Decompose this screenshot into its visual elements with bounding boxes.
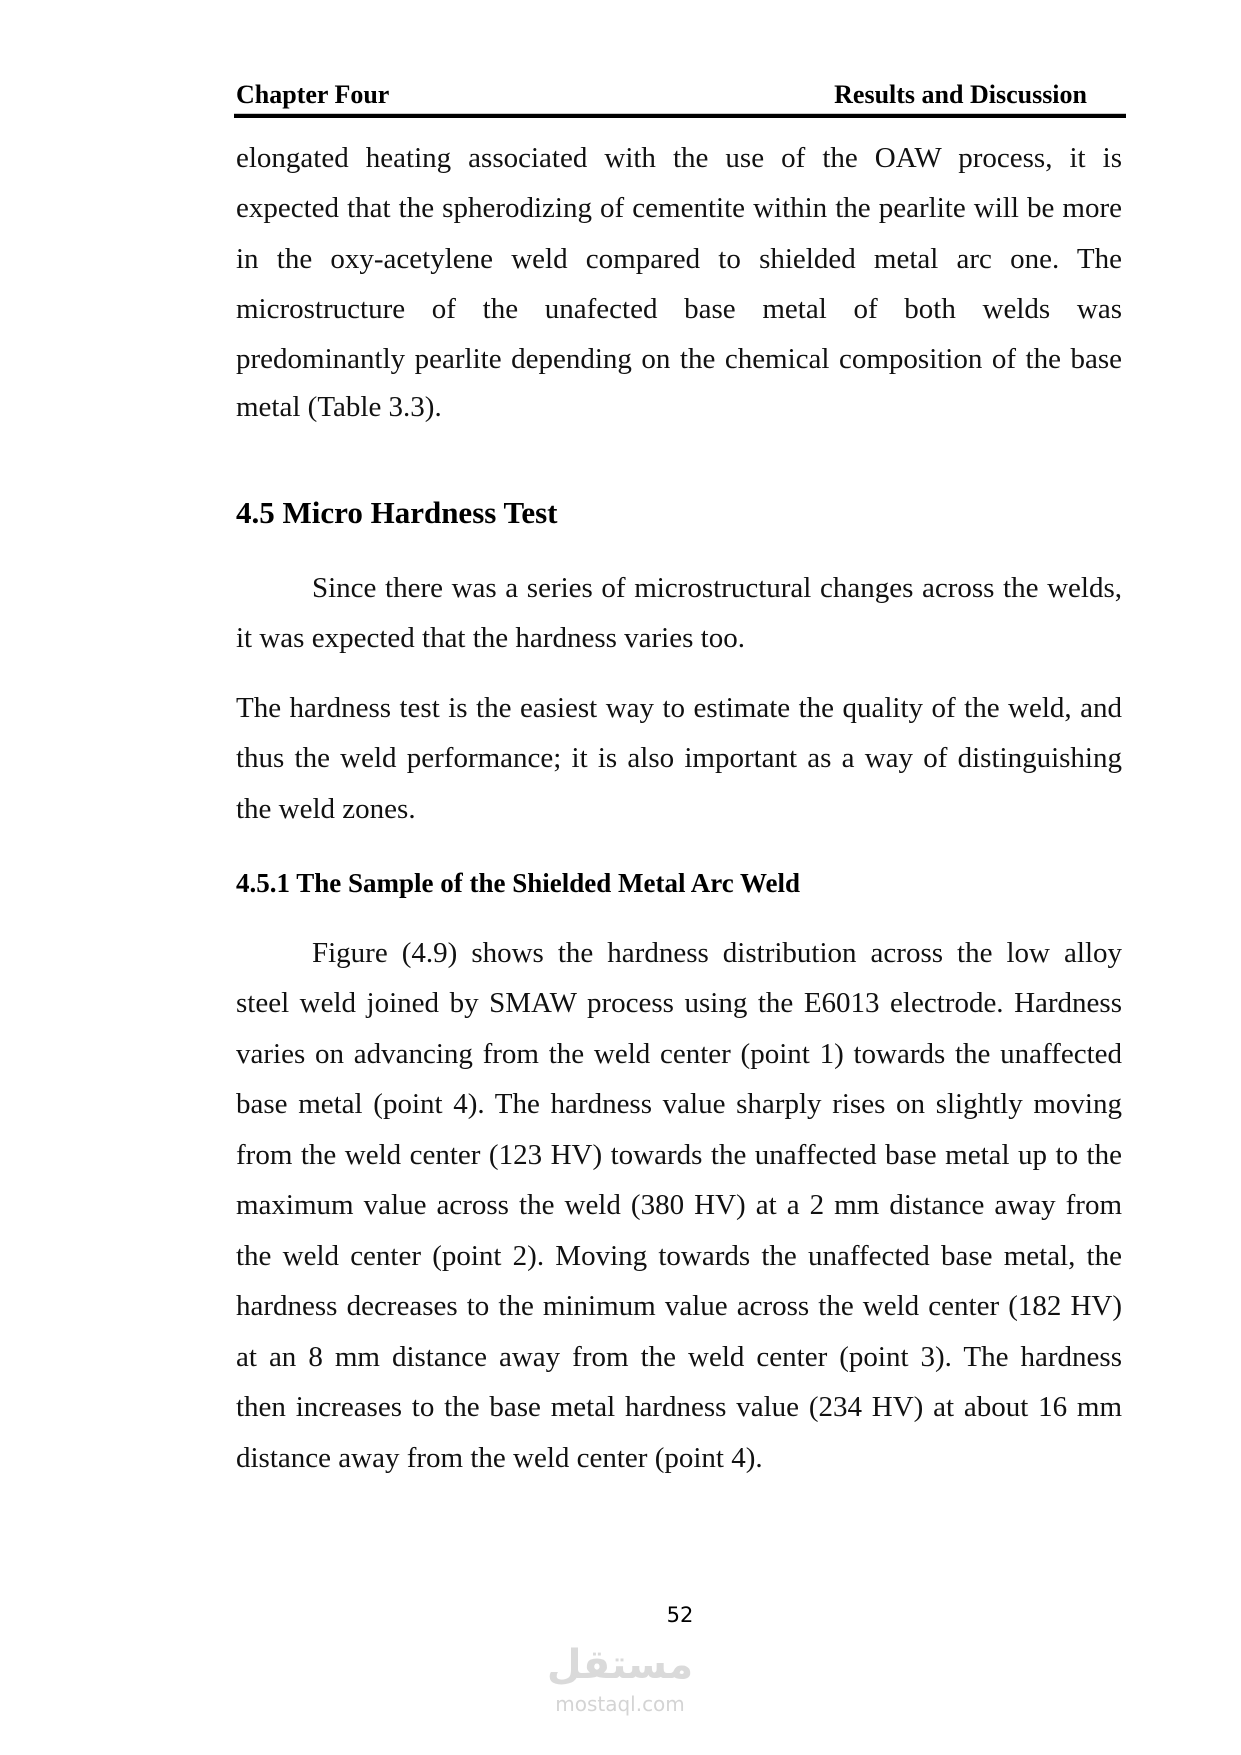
text-line: elongated heating associated with the use of the OAW process, it is [236, 142, 1122, 174]
running-header-title: Results and Discussion [834, 80, 1087, 109]
text-line: maximum value across the weld (380 HV) at a 2 mm distance away from [236, 1189, 1122, 1221]
running-header-chapter: Chapter Four [236, 80, 390, 109]
watermark-arabic-text: مستقل [546, 1642, 694, 1688]
text-line: at an 8 mm distance away from the weld center (point 3). The hardness [236, 1341, 1122, 1373]
text-line: the weld center (point 2). Moving towards the unaffected base metal, the [236, 1240, 1122, 1272]
text-line: varies on advancing from the weld center (point 1) towards the unaffected [236, 1038, 1122, 1070]
text-line: predominantly pearlite depending on the chemical composition of the base [236, 343, 1122, 375]
header-rule [234, 114, 1126, 118]
text-line: the weld zones. [236, 793, 416, 825]
subsection-heading: 4.5.1 The Sample of the Shielded Metal Arc Weld [236, 868, 801, 898]
text-line: The hardness test is the easiest way to estimate the quality of the weld, and [236, 692, 1122, 724]
text-line: from the weld center (123 HV) towards the unaffected base metal up to the [236, 1139, 1122, 1171]
text-line: distance away from the weld center (point 4). [236, 1442, 763, 1474]
text-line: base metal (point 4). The hardness value sharply rises on slightly moving [236, 1088, 1122, 1120]
text-line: in the oxy-acetylene weld compared to shielded metal arc one. The [236, 243, 1122, 275]
text-line: it was expected that the hardness varies too. [236, 622, 745, 654]
text-line: hardness decreases to the minimum value across the weld center (182 HV) [236, 1290, 1122, 1322]
text-line: thus the weld performance; it is also important as a way of distinguishing [236, 742, 1122, 774]
text-line: metal (Table 3.3). [236, 391, 442, 423]
text-line: Figure (4.9) shows the hardness distribution across the low alloy [312, 937, 1122, 969]
text-line: steel weld joined by SMAW process using the E6013 electrode. Hardness [236, 987, 1122, 1019]
page-number: 52 [666, 1603, 694, 1627]
section-heading: 4.5 Micro Hardness Test [236, 495, 558, 530]
text-line: expected that the spherodizing of cementite within the pearlite will be more [236, 192, 1122, 224]
text-line: microstructure of the unafected base metal of both welds was [236, 293, 1122, 325]
watermark-url-text: mostaql.com [555, 1692, 685, 1716]
text-line: then increases to the base metal hardness value (234 HV) at about 16 mm [236, 1391, 1122, 1423]
text-line: Since there was a series of microstructural changes across the welds, [312, 572, 1122, 604]
